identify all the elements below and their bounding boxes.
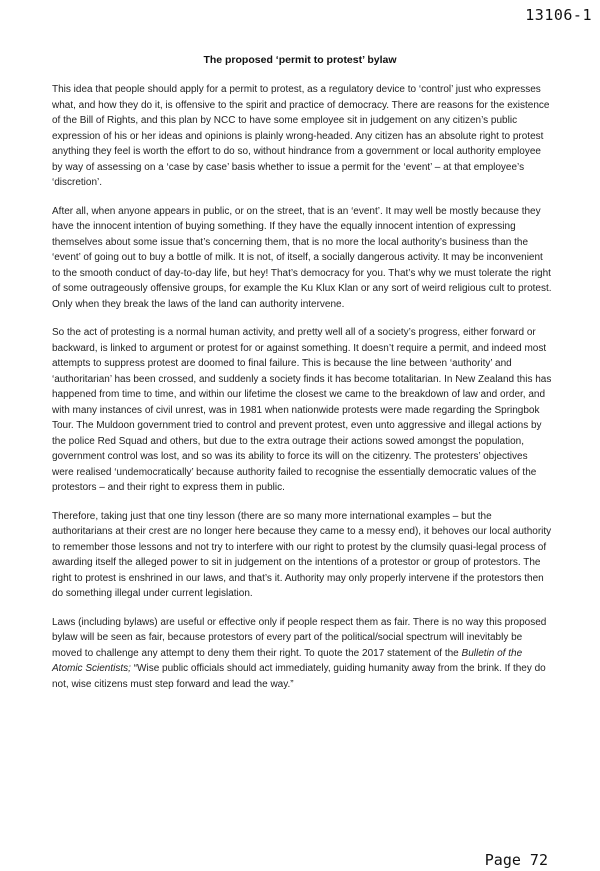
page-number: Page 72 xyxy=(484,851,548,869)
document-id: 13106-1 xyxy=(525,6,592,24)
publication-title: Bulletin of the Atomic Scientists; xyxy=(52,647,523,674)
paragraph-5-text-start: Laws (including bylaws) are useful or effective only if people respect them as fair. There is no way this proposed bylaw will be seen as fair, because protestors of every part of the political/social spectrum will inevitably be moved to challenge any attempt to deny them their right. To quote the 2017 statement of the xyxy=(52,616,547,659)
paragraph-3: So the act of protesting is a normal human activity, and pretty well all of a society’s progress, either forward or backward, is linked to argument or protest for or against something. It doesn’t require a permit, and indeed most attempts to suppress protest are doomed to final failure. This is because the line between ‘authority’ and ‘authoritarian’ has been crossed, and suddenly a society finds it has become totalitarian. In New Zealand this has happened from time to time, and within our lifetime the closest we came to the breakdown of law and order, and with many instances of civil unrest, was in 1981 when nationwide protests were made regarding the Springbok Tour. The Muldoon government tried to control and prevent protest, even unto aggressive and illegal actions by the police Red Squad and others, but due to the extra outrage their actions sowed amongst the population, government control was lost, and so was its ability to force its will on the citizenry. The protesters’ objectives were realised ‘undemocratically’ because authority failed to recognise the essentially democratic values of the protestors – and their right to express them in public. xyxy=(52,327,552,493)
paragraph-4: Therefore, taking just that one tiny lesson (there are so many more international examples – but the authoritarians at their crest are no longer here because they came to a messy end), it behoves our local authority to remember those lessons and not try to interfere with our right to protest by the clumsily quasi-legal process of awarding itself the alleged power to sit in judgement on the intentions of a protestor or group of protestors. The right to protest is enshrined in our laws, and that’s it. Authority may only properly intervene if the protestors then do something illegal under current legislation. xyxy=(52,510,552,599)
paragraph-5 xyxy=(52,615,552,693)
paragraph-2: After all, when anyone appears in public, or on the street, that is an ‘event’. It may well be mostly because they have the innocent intention of buying something. If they have the equally innocent intention of expressing themselves about some issue that’s concerning them, that is no more the local authority’s business than the ‘event’ of going out to buy a bottle of milk. It is not, of itself, a socially dangerous activity. It may be inconvenient to the smooth conduct of day-to-day life, but hey! That’s democracy for you. That’s why we must tolerate the right of some outrageously offensive groups, for example the Ku Klux Klan or any sort of weird religious cult to protest. Only when they break the laws of the land can authority intervene. xyxy=(52,205,552,310)
document-body xyxy=(52,82,552,705)
page-title: The proposed ‘permit to protest’ bylaw xyxy=(203,54,397,66)
paragraph-1: This idea that people should apply for a permit to protest, as a regulatory device to ‘control’ just who expresses what, and how they do it, is offensive to the spirit and practice of democracy. There are reasons for the existence of the Bill of Rights, and this plan by NCC to have some employee sit in judgement on any citizen’s public expression of his or her ideas and opinions is plainly wrong-headed. Any citizen has an absolute right to protest anything they feel is worth the effort to do so, without hindrance from a government or local authority employee by way of assessing on a ‘case by case’ basis whether to issue a permit for the ‘event’ – at that employee’s ‘discretion’. xyxy=(52,84,550,188)
paragraph-5-quote: “Wise public officials should act immediately, guiding humanity away from the brink. If they do not, wise citizens must step forward and lead the way.” xyxy=(52,663,546,690)
